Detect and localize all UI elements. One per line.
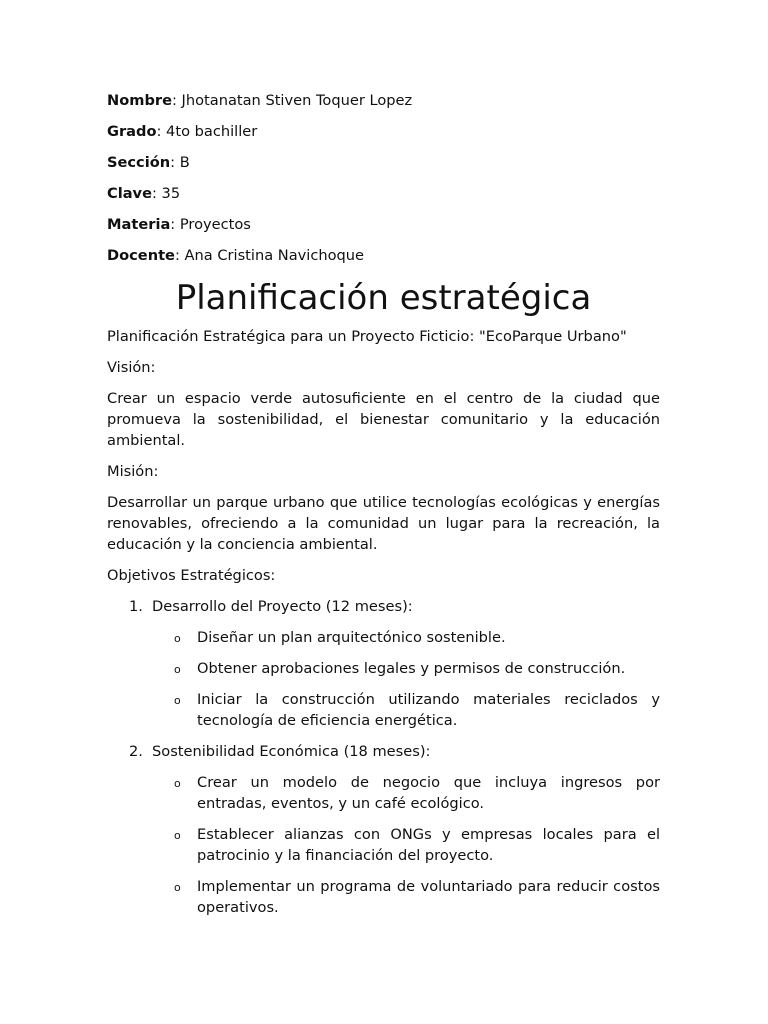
sub-item: [107, 772, 660, 814]
field-label: Grado: [107, 123, 157, 140]
circle-bullet-icon: o: [174, 881, 181, 894]
objective-number: 2.: [129, 743, 143, 760]
sub-item-text: Implementar un programa de voluntariado para reducir costos operativos.: [197, 878, 660, 916]
sub-item-text: Obtener aprobaciones legales y permisos de construcción.: [197, 660, 626, 677]
field-label: Materia: [107, 216, 171, 233]
sub-item-text: Iniciar la construcción utilizando materiales reciclados y tecnología de eficiencia energética.: [197, 691, 660, 729]
circle-bullet-icon: o: [174, 829, 181, 842]
field-label: Nombre: [107, 92, 172, 109]
document-title: Planificación estratégica: [175, 278, 592, 318]
vision-heading: Visión:: [107, 359, 156, 376]
field-grado: [107, 121, 660, 142]
field-value: : 4to bachiller: [156, 123, 258, 140]
sub-item-text: Diseñar un plan arquitectónico sostenible.: [197, 629, 506, 646]
circle-bullet-icon: o: [174, 694, 181, 707]
objective-number: 1.: [129, 598, 143, 615]
circle-bullet-icon: o: [174, 663, 181, 676]
document-subtitle: Planificación Estratégica para un Proyecto Ficticio: "EcoParque Urbano": [107, 328, 627, 345]
field-label: Sección: [107, 154, 171, 171]
field-nombre: [107, 90, 660, 111]
objectives-heading: Objetivos Estratégicos:: [107, 567, 276, 584]
sub-item: [107, 689, 660, 731]
vision-text: Crear un espacio verde autosuficiente en el centro de la ciudad que promueva la sostenibilidad, el bienestar comunitario y la educación ambiental.: [107, 390, 660, 449]
sub-item-text: Establecer alianzas con ONGs y empresas locales para el patrocinio y la financiación del proyecto.: [197, 826, 660, 864]
mision-heading: Misión:: [107, 463, 159, 480]
sub-item: [107, 627, 660, 648]
circle-bullet-icon: o: [174, 632, 181, 645]
field-clave: [107, 183, 660, 204]
sub-item-text: Crear un modelo de negocio que incluya ingresos por entradas, eventos, y un café ecológico.: [197, 774, 660, 812]
objective-item: [107, 596, 660, 617]
field-seccion: [107, 152, 660, 173]
field-value: : B: [170, 154, 190, 171]
objective-item: [107, 741, 660, 762]
document-page: [107, 90, 660, 928]
field-materia: [107, 214, 660, 235]
mision-text: Desarrollar un parque urbano que utilice tecnologías ecológicas y energías renovables, ofreciendo a la comunidad un lugar para la recreación, la educación y la conciencia ambiental.: [107, 494, 660, 553]
field-value: : 35: [151, 185, 181, 202]
field-value: : Proyectos: [170, 216, 251, 233]
field-label: Docente: [107, 247, 175, 264]
sub-item: [107, 824, 660, 866]
field-label: Clave: [107, 185, 152, 202]
field-value: : Jhotanatan Stiven Toquer Lopez: [172, 92, 413, 109]
field-docente: [107, 245, 660, 266]
circle-bullet-icon: o: [174, 777, 181, 790]
objective-label: Sostenibilidad Económica (18 meses):: [152, 743, 431, 760]
field-value: : Ana Cristina Navichoque: [174, 247, 365, 264]
objective-label: Desarrollo del Proyecto (12 meses):: [152, 598, 413, 615]
sub-item: [107, 876, 660, 918]
sub-item: [107, 658, 660, 679]
